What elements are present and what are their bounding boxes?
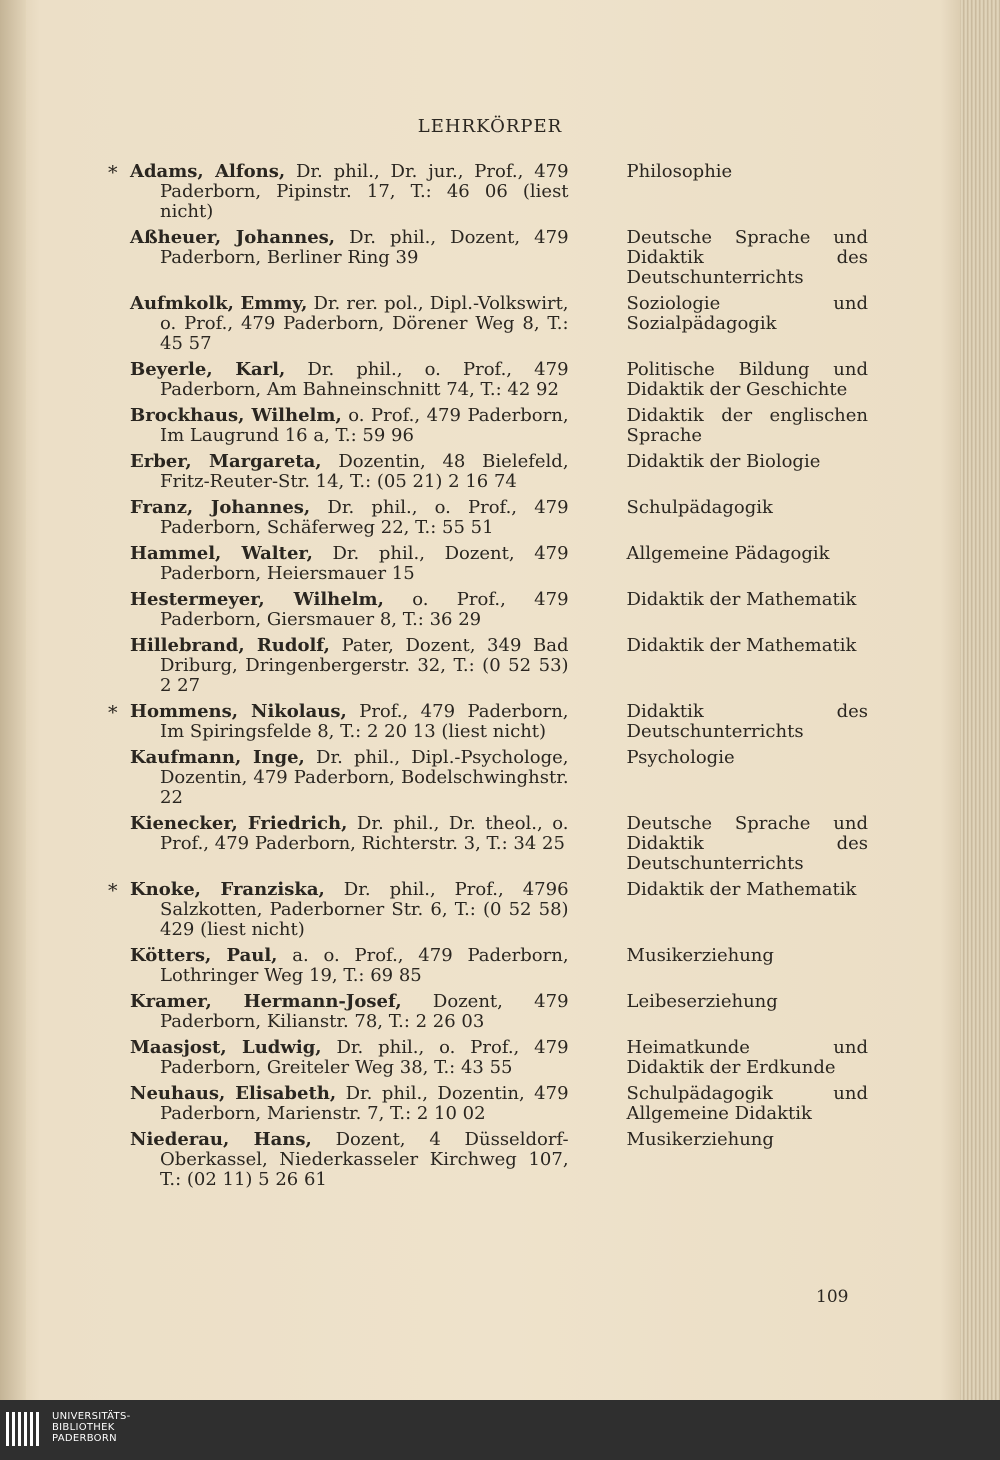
entry-person [108,814,569,874]
entry-detail: Dozentin, 48 Bielefeld, Fritz-Reuter-Str. 14, T.: (05 21) 2 16 74 [160,451,569,492]
entry-detail: Dr. phil., Dozent, 479 Paderborn, Heiersmauer 15 [160,543,569,584]
faculty-entry [108,452,868,492]
entry-person [108,702,569,742]
faculty-entry [108,360,868,400]
entry-subject: Deutsche Sprache und Didaktik des Deutschunterrichts [626,227,868,288]
entry-detail: Dr. phil., Dipl.-Psychologe, Dozentin, 479 Paderborn, Bodelschwinghstr. 22 [160,747,569,808]
faculty-entry [108,406,868,446]
entry-subject: Didaktik der Mathematik [626,589,857,610]
entry-text [130,814,569,854]
entry-detail: a. o. Prof., 479 Paderborn, Lothringer Weg 19, T.: 69 85 [160,945,569,986]
entry-person [108,880,569,940]
entry-subject: Didaktik der englischen Sprache [626,405,868,446]
entry-text [130,162,569,222]
faculty-list [108,162,868,1196]
entry-person [108,360,569,400]
entry-subject: Deutsche Sprache und Didaktik des Deutschunterrichts [626,813,868,874]
entry-text [130,452,569,492]
entry-name: Hillebrand, Rudolf, [130,635,330,656]
entry-name: Hommens, Nikolaus, [130,701,347,722]
entry-text [130,590,569,630]
entry-detail: Dozent, 4 Düsseldorf-Oberkassel, Niederkasseler Kirchweg 107, T.: (02 11) 5 26 61 [160,1129,569,1190]
faculty-entry [108,590,868,630]
entry-marker: * [108,702,118,724]
entry-detail: Dr. phil., Prof., 4796 Salzkotten, Paderborner Str. 6, T.: (0 52 58) 429 (liest nicht) [160,879,569,940]
entry-subject: Schulpädagogik und Allgemeine Didaktik [626,1083,868,1124]
entry-text [130,498,569,538]
entry-name: Franz, Johannes, [130,497,311,518]
faculty-entry [108,748,868,808]
entry-text [130,702,569,742]
entry-person [108,992,569,1032]
entry-detail: Dr. phil., Dozentin, 479 Paderborn, Marienstr. 7, T.: 2 10 02 [160,1083,569,1124]
entry-name: Maasjost, Ludwig, [130,1037,322,1058]
entry-text [130,946,569,986]
entry-person [108,406,569,446]
entry-name: Niederau, Hans, [130,1129,312,1150]
entry-text [130,1038,569,1078]
entry-name: Hammel, Walter, [130,543,313,564]
entry-name: Erber, Margareta, [130,451,322,472]
entry-name: Neuhaus, Elisabeth, [130,1083,337,1104]
entry-person [108,294,569,354]
entry-text [130,748,569,808]
faculty-entry [108,1130,868,1190]
entry-person [108,748,569,808]
entry-detail: Dr. phil., Dr. jur., Prof., 479 Paderborn, Pipinstr. 17, T.: 46 06 (liest nicht) [160,161,569,222]
faculty-entry [108,992,868,1032]
entry-detail: Dr. phil., o. Prof., 479 Paderborn, Schäferweg 22, T.: 55 51 [160,497,569,538]
entry-text [130,544,569,584]
entry-subject: Musikerziehung [626,1129,774,1150]
page-number: 109 [816,1287,849,1307]
entry-name: Beyerle, Karl, [130,359,286,380]
entry-person [108,452,569,492]
entry-detail: Pater, Dozent, 349 Bad Driburg, Dringenbergerstr. 32, T.: (0 52 53) 2 27 [160,635,569,696]
faculty-entry [108,1038,868,1078]
entry-name: Adams, Alfons, [130,161,286,182]
faculty-entry [108,162,868,222]
entry-subject: Heimatkunde und Didaktik der Erdkunde [626,1037,868,1078]
entry-subject: Soziologie und Sozialpädagogik [626,293,868,334]
entry-detail: Dr. phil., Dozent, 479 Paderborn, Berliner Ring 39 [160,227,569,268]
entry-name: Brockhaus, Wilhelm, [130,405,342,426]
entry-text [130,360,569,400]
entry-subject: Didaktik der Mathematik [626,879,857,900]
entry-text [130,1084,569,1124]
entry-name: Kramer, Hermann-Josef, [130,991,402,1012]
entry-subject: Musikerziehung [626,945,774,966]
faculty-entry [108,946,868,986]
entry-text [130,294,569,354]
page-heading: LEHRKÖRPER [417,116,563,137]
entry-text [130,880,569,940]
entry-person [108,590,569,630]
entry-detail: o. Prof., 479 Paderborn, Giersmauer 8, T.: 36 29 [160,589,569,630]
entry-detail: Dozent, 479 Paderborn, Kilianstr. 78, T.: 2 26 03 [160,991,569,1032]
entry-name: Aßheuer, Johannes, [130,227,336,248]
entry-person [108,1038,569,1078]
entry-subject: Didaktik des Deutschunterrichts [626,701,868,742]
faculty-entry [108,1084,868,1124]
entry-subject: Philosophie [626,161,733,182]
faculty-entry [108,636,868,696]
entry-detail: Dr. phil., o. Prof., 479 Paderborn, Am Bahneinschnitt 74, T.: 42 92 [160,359,569,400]
entry-person [108,946,569,986]
faculty-entry [108,880,868,940]
entry-name: Kienecker, Friedrich, [130,813,348,834]
library-logo-icon [6,1412,42,1452]
entry-detail: Dr. rer. pol., Dipl.-Volkswirt, o. Prof., 479 Paderborn, Dörener Weg 8, T.: 45 57 [160,293,569,354]
entry-person [108,498,569,538]
entry-person [108,162,569,222]
entry-person [108,228,569,288]
entry-person [108,636,569,696]
entry-subject: Psychologie [626,747,735,768]
entry-text [130,228,569,268]
entry-subject: Politische Bildung und Didaktik der Geschichte [626,359,868,400]
entry-person [108,1130,569,1190]
entry-text [130,1130,569,1190]
entry-text [130,406,569,446]
entry-marker: * [108,880,118,902]
faculty-entry [108,544,868,584]
entry-subject: Schulpädagogik [626,497,773,518]
faculty-entry [108,498,868,538]
entry-detail: Prof., 479 Paderborn, Im Spiringsfelde 8, T.: 2 20 13 (liest nicht) [160,701,569,742]
entry-name: Kaufmann, Inge, [130,747,305,768]
entry-detail: Dr. phil., o. Prof., 479 Paderborn, Greiteler Weg 38, T.: 43 55 [160,1037,569,1078]
entry-name: Hestermeyer, Wilhelm, [130,589,384,610]
faculty-entry [108,814,868,874]
faculty-entry [108,702,868,742]
entry-subject: Allgemeine Pädagogik [626,543,830,564]
page-gutter [0,0,26,1400]
entry-subject: Didaktik der Mathematik [626,635,857,656]
faculty-entry [108,228,868,288]
entry-detail: Dr. phil., Dr. theol., o. Prof., 479 Paderborn, Richterstr. 3, T.: 34 25 [160,813,569,854]
entry-detail: o. Prof., 479 Paderborn, Im Laugrund 16 a, T.: 59 96 [160,405,569,446]
library-name: UNIVERSITÄTS- BIBLIOTHEK PADERBORN [52,1411,131,1444]
library-footer [0,1400,1000,1460]
entry-person [108,544,569,584]
entry-name: Kötters, Paul, [130,945,278,966]
entry-person [108,1084,569,1124]
entry-text [130,636,569,696]
entry-text [130,992,569,1032]
page-edge [960,0,1000,1400]
entry-subject: Didaktik der Biologie [626,451,821,472]
entry-name: Knoke, Franziska, [130,879,325,900]
entry-name: Aufmkolk, Emmy, [130,293,308,314]
entry-subject: Leibeserziehung [626,991,778,1012]
entry-marker: * [108,162,118,184]
faculty-entry [108,294,868,354]
